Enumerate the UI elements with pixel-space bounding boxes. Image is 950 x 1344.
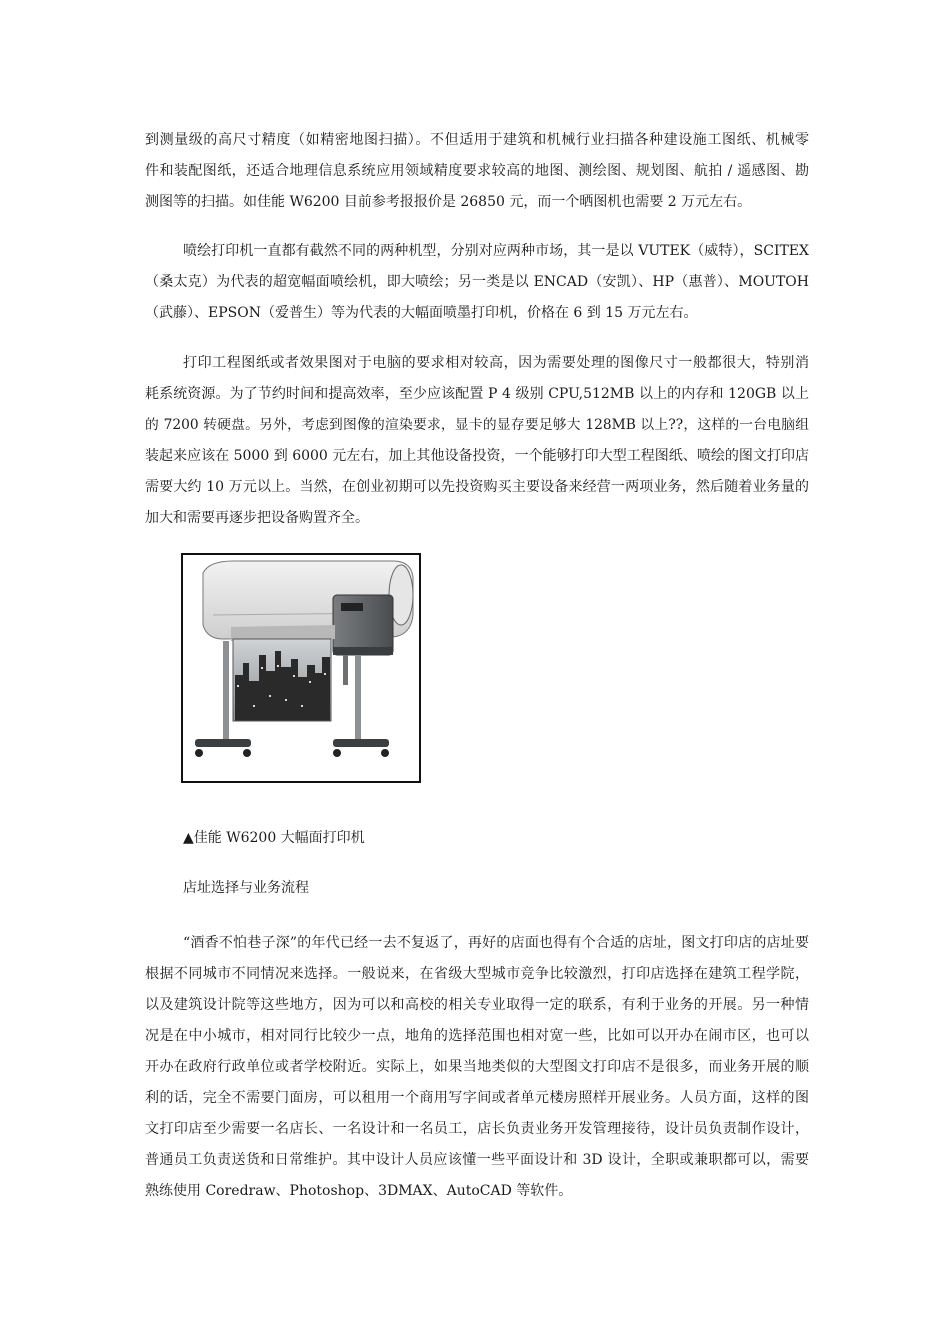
text-line: 熟练使用 Coredraw、Photoshop、3DMAX、AutoCAD 等软件。 bbox=[145, 1183, 573, 1199]
text-line: “酒香不怕巷子深”的年代已经一去不复返了，再好的店面也得有个合适的店址，图文打印店的店址要 bbox=[183, 935, 809, 951]
paragraph-1 bbox=[145, 125, 809, 218]
text-line: 到测量级的高尺寸精度（如精密地图扫描）。不但适用于建筑和机械行业扫描各种建设施工图纸、机械零 bbox=[145, 132, 809, 148]
text-line: 根据不同城市不同情况来选择。一般说来，在省级大型城市竞争比较激烈，打印店选择在建筑工程学院， bbox=[145, 966, 809, 982]
text-line: 耗系统资源。为了节约时间和提高效率，至少应该配置 P 4 级别 CPU,512MB 以上的内存和 120GB 以上 bbox=[145, 386, 809, 402]
paragraph-4 bbox=[145, 928, 809, 1207]
text-line: 打印工程图纸或者效果图对于电脑的要求相对较高，因为需要处理的图像尺寸一般都很大，特别消 bbox=[183, 355, 809, 371]
text-line: 加大和需要再逐步把设备购置齐全。 bbox=[145, 510, 369, 526]
text-line: 利的话，完全不需要门面房，可以租用一个商用写字间或者单元楼房照样开展业务。人员方面，这样的图 bbox=[145, 1090, 809, 1106]
text-line: 文打印店至少需要一名店长、一名设计和一名员工，店长负责业务开发管理接待，设计员负责制作设计， bbox=[145, 1121, 809, 1137]
printer-photo bbox=[181, 553, 421, 783]
text-line: 喷绘打印机一直都有截然不同的两种机型，分别对应两种市场，其一是以 VUTEK（威特），SCITEX bbox=[183, 243, 809, 259]
section-heading: 店址选择与业务流程 bbox=[183, 880, 309, 896]
paragraph-2 bbox=[145, 236, 809, 329]
text-line: 况是在中小城市，相对同行比较少一点，地角的选择范围也相对宽一些，比如可以开办在闹市区，也可以 bbox=[145, 1028, 809, 1044]
text-line: 需要大约 10 万元以上。当然，在创业初期可以先投资购买主要设备来经营一两项业务，然后随着业务量的 bbox=[145, 479, 809, 495]
figure-caption: ▲佳能 W6200 大幅面打印机 bbox=[183, 830, 365, 846]
text-line: 开办在政府行政单位或者学校附近。实际上，如果当地类似的大型图文打印店不是很多，而业务开展的顺 bbox=[145, 1059, 809, 1075]
text-line: （桑太克）为代表的超宽幅面喷绘机，即大喷绘；另一类是以 ENCAD（安凯）、HP（惠普）、MOUTOH bbox=[145, 274, 809, 290]
text-line: （武藤）、EPSON（爱普生）等为代表的大幅面喷墨打印机，价格在 6 到 15 万元左右。 bbox=[145, 305, 698, 321]
text-line: 件和装配图纸，还适合地理信息系统应用领域精度要求较高的地图、测绘图、规划图、航拍 / 遥感图、勘 bbox=[145, 163, 809, 179]
text-line: 的 7200 转硬盘。另外，考虑到图像的渲染要求，显卡的显存要足够大 128MB 以上??，这样的一台电脑组 bbox=[145, 417, 809, 433]
text-line: 普通员工负责送货和日常维护。其中设计人员应该懂一些平面设计和 3D 设计，全职或兼职都可以，需要 bbox=[145, 1152, 809, 1168]
text-line: 以及建筑设计院等这些地方，因为可以和高校的相关专业取得一定的联系，有利于业务的开展。另一种情 bbox=[145, 997, 809, 1013]
text-line: 装起来应该在 5000 到 6000 元左右，加上其他设备投资，一个能够打印大型工程图纸、喷绘的图文打印店 bbox=[145, 448, 809, 464]
paragraph-3 bbox=[145, 348, 809, 534]
text-line: 测图等的扫描。如佳能 W6200 目前参考报报价是 26850 元，而一个晒图机也需要 2 万元左右。 bbox=[145, 194, 752, 210]
